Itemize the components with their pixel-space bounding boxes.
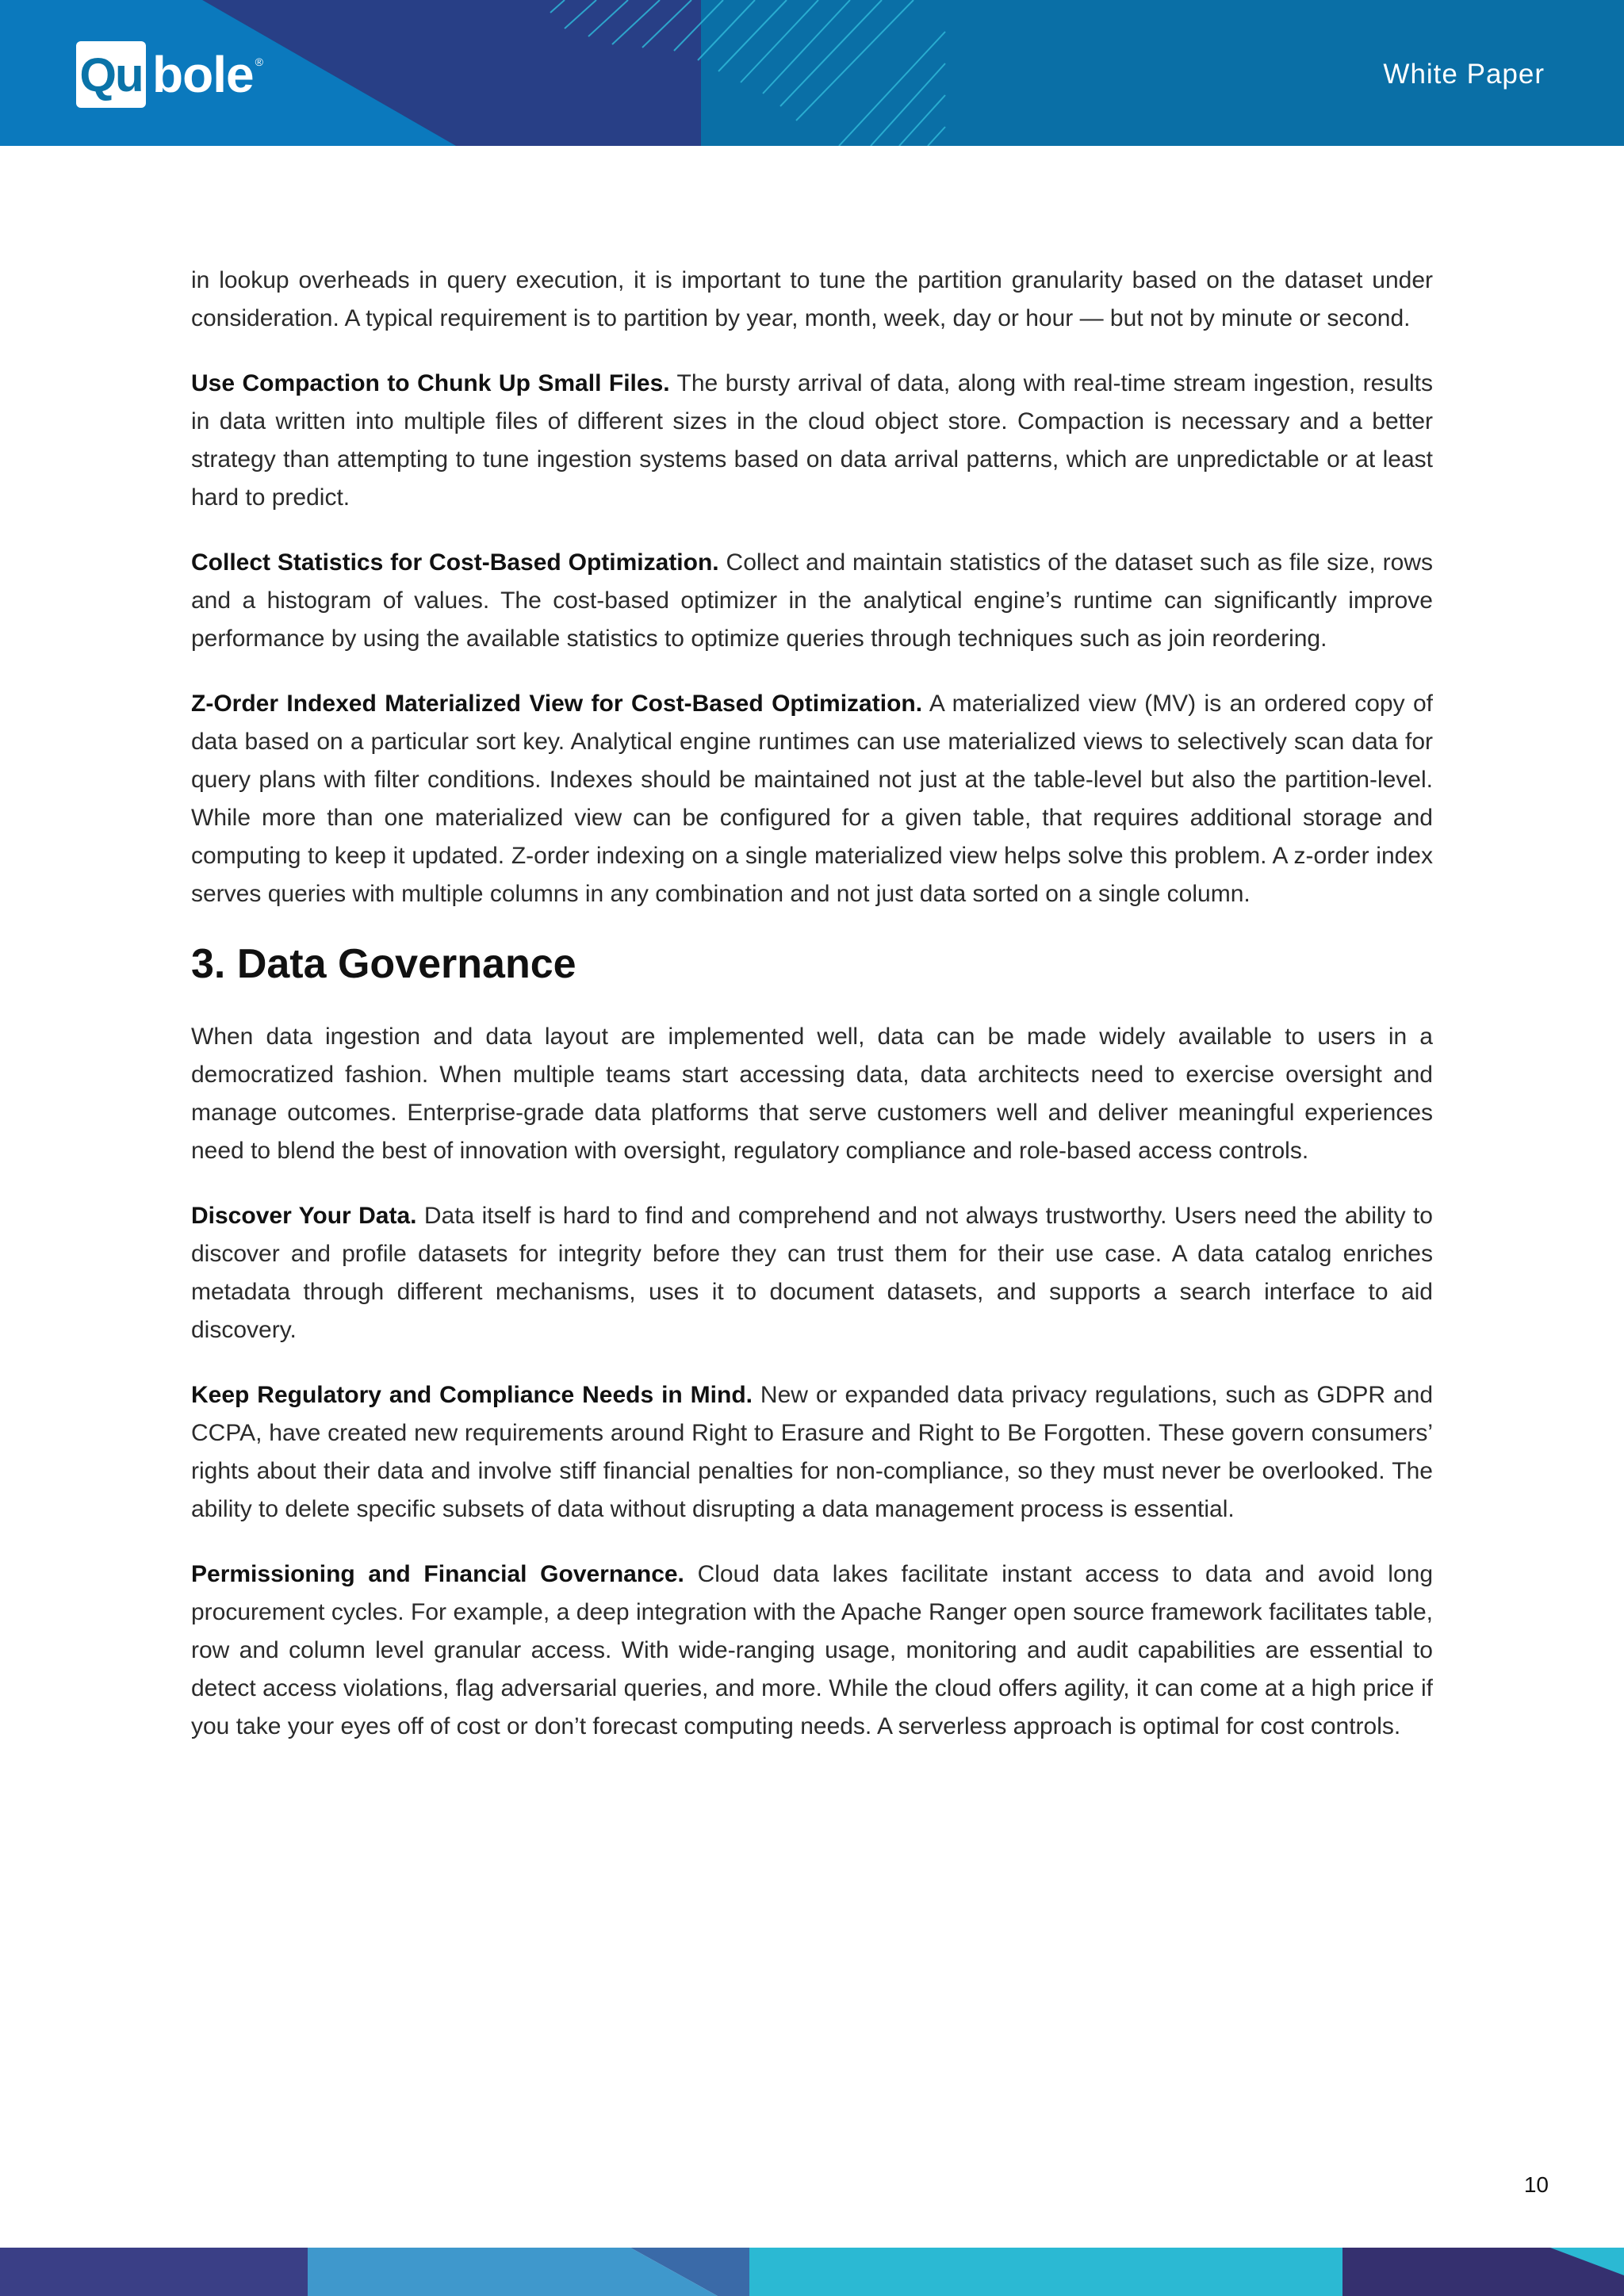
page-body (191, 262, 1433, 1773)
paragraph-text: New or expanded data privacy regulations, such as GDPR and CCPA, have created new requirements around Right to Erasure and Right to Be Forgotten. These govern consumers’ rights about their data and involve stiff financial penalties for non-compliance, so they must never be overlooked. The ability to delete specific subsets of data without disrupting a data management process is essential. (191, 1382, 1434, 1522)
page-number: 10 (1523, 2172, 1549, 2197)
paragraph-text: Collect and maintain statistics of the dataset such as file size, rows and a histogram of values. The cost-based optimizer in the analytical engine’s runtime can significantly improve performance by using the available statistics to optimize queries through techniques such as join reordering. (191, 549, 1433, 652)
document-type-label: White Paper (1383, 59, 1545, 90)
paragraph-partition-granularity (191, 262, 1433, 338)
page-header (0, 0, 1624, 146)
logo-mark-box (76, 41, 146, 108)
paragraph-lead: Discover Your Data. (191, 1203, 417, 1229)
paragraph-lead: Collect Statistics for Cost-Based Optimization. (191, 549, 719, 576)
logo-initial: Qu (79, 48, 143, 101)
paragraph-z-order (191, 685, 1433, 913)
paragraph-lead: Z-Order Indexed Materialized View for Cost-Based Optimization. (191, 691, 923, 717)
paragraph-text: A materialized view (MV) is an ordered copy of data based on a particular sort key. Analytical engine runtimes can use materialized views to selectively scan data for query plans with filter conditions. Indexes should be maintained not just at the table-level but also the partition-level. While more than one materialized view can be configured for a given table, that requires additional storage and computing to keep it updated. Z-order indexing on a single materialized view helps solve this problem. A z-order index serves queries with multiple columns in any combination and not just data sorted on a single column. (191, 691, 1433, 907)
paragraph-discover-data (191, 1197, 1433, 1349)
footer-background-art (0, 2248, 1624, 2296)
paragraph-statistics (191, 544, 1433, 658)
paragraph-lead: Permissioning and Financial Governance. (191, 1561, 684, 1587)
paragraph-lead: Use Compaction to Chunk Up Small Files. (191, 370, 670, 396)
logo-wordmark: bole (152, 46, 254, 103)
paragraph-permissioning (191, 1556, 1433, 1746)
paragraph-text: When data ingestion and data layout are implemented well, data can be made widely available to users in a democratized fashion. When multiple teams start accessing data, data architects need to exercise oversight and manage outcomes. Enterprise-grade data platforms that serve customers well and deliver meaningful experiences need to blend the best of innovation with oversight, regulatory compliance and role-based access controls. (191, 1024, 1433, 1164)
paragraph-text: The bursty arrival of data, along with real-time stream ingestion, results in data written into multiple files of different sizes in the cloud object store. Compaction is necessary and a better strategy than attempting to tune ingestion systems based on data arrival patterns, which are unpredictable or at least hard to predict. (191, 370, 1433, 511)
paragraph-lead: Keep Regulatory and Compliance Needs in Mind. (191, 1382, 753, 1408)
qubole-logo (76, 41, 263, 108)
paragraph-text: Data itself is hard to find and comprehend and not always trustworthy. Users need the ability to discover and profile datasets for integrity before they can trust them for their use case. A data catalog enriches metadata through different mechanisms, uses it to document datasets, and supports a search interface to aid discovery. (191, 1203, 1433, 1343)
page-footer-band (0, 2248, 1624, 2296)
registered-mark: ® (255, 55, 263, 68)
paragraph-regulatory (191, 1376, 1433, 1529)
paragraph-text: in lookup overheads in query execution, it is important to tune the partition granularity based on the dataset under consideration. A typical requirement is to partition by year, month, week, day or hour — but not by minute or second. (191, 267, 1433, 331)
section-heading: 3. Data Governance (191, 941, 576, 987)
paragraph-compaction (191, 365, 1433, 517)
paragraph-text: Cloud data lakes facilitate instant access to data and avoid long procurement cycles. For example, a deep integration with the Apache Ranger open source framework facilitates table, row and column level granular access. With wide-ranging usage, monitoring and audit capabilities are essential to detect access violations, flag adversarial queries, and more. While the cloud offers agility, it can come at a high price if you take your eyes off of cost or don’t forecast computing needs. A serverless approach is optimal for cost controls. (191, 1561, 1434, 1739)
paragraph-governance-intro (191, 1018, 1433, 1170)
